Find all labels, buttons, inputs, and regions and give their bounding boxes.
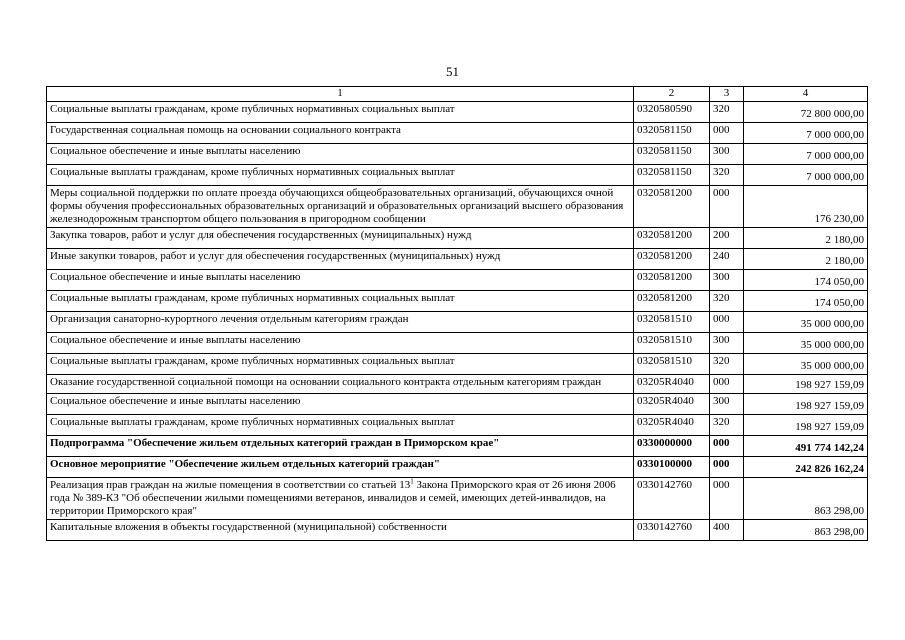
table-row xyxy=(47,520,868,541)
row-description: Оказание государственной социальной помощи на основании социального контракта отдельным категориям граждан xyxy=(47,375,634,394)
row-kind: 320 xyxy=(710,415,744,436)
row-code: 0330142760 xyxy=(634,478,710,520)
table-row xyxy=(47,144,868,165)
table-row-main-activity xyxy=(47,457,868,478)
row-description: Капитальные вложения в объекты государственной (муниципальной) собственности xyxy=(47,520,634,541)
row-kind: 400 xyxy=(710,520,744,541)
row-amount: 198 927 159,09 xyxy=(744,415,868,436)
row-kind: 000 xyxy=(710,375,744,394)
row-kind: 320 xyxy=(710,291,744,312)
row-description: Меры социальной поддержки по оплате проезда обучающихся общеобразовательных организаций, обучающихся очной формы обучения профессиональных образовательных организаций и образовательных организаций высшего образования железнодорожным транспортом общего пользования в пригородном сообщении xyxy=(47,186,634,228)
table-row xyxy=(47,312,868,333)
row-description-end: Закона Приморского края от 26 июня 2006 года № 389-КЗ "Об обеспечении жилыми помещениями ветеранов, инвалидов и семей, имеющих детей-инвалидов, на территории Приморского края" xyxy=(50,479,616,517)
row-kind: 000 xyxy=(710,436,744,457)
row-amount: 7 000 000,00 xyxy=(744,123,868,144)
row-kind: 000 xyxy=(710,186,744,228)
budget-table xyxy=(46,86,868,541)
header-cell-kind: 3 xyxy=(710,87,744,102)
row-amount: 491 774 142,24 xyxy=(744,436,868,457)
row-code: 0320581150 xyxy=(634,165,710,186)
row-description: Социальное обеспечение и иные выплаты населению xyxy=(47,270,634,291)
article-superscript: 1 xyxy=(410,477,414,486)
row-description xyxy=(47,478,634,520)
header-cell-description: 1 xyxy=(47,87,634,102)
row-kind: 300 xyxy=(710,394,744,415)
row-kind: 000 xyxy=(710,123,744,144)
row-code: 03205R4040 xyxy=(634,415,710,436)
table-row xyxy=(47,228,868,249)
row-code: 0320581200 xyxy=(634,270,710,291)
table-row xyxy=(47,186,868,228)
row-description-start: Реализация прав граждан на жилые помещения в соответствии со статьей 13 xyxy=(50,479,411,491)
row-description: Социальные выплаты гражданам, кроме публичных нормативных социальных выплат xyxy=(47,291,634,312)
row-kind: 300 xyxy=(710,333,744,354)
row-description: Социальное обеспечение и иные выплаты населению xyxy=(47,144,634,165)
row-code: 0320581150 xyxy=(634,144,710,165)
row-code: 0320581510 xyxy=(634,354,710,375)
row-code: 0320581200 xyxy=(634,186,710,228)
row-description: Иные закупки товаров, работ и услуг для обеспечения государственных (муниципальных) нужд xyxy=(47,249,634,270)
row-kind: 320 xyxy=(710,102,744,123)
header-cell-code: 2 xyxy=(634,87,710,102)
table-row xyxy=(47,291,868,312)
row-description: Закупка товаров, работ и услуг для обеспечения государственных (муниципальных) нужд xyxy=(47,228,634,249)
table-row xyxy=(47,165,868,186)
row-code: 0320581510 xyxy=(634,333,710,354)
row-amount: 7 000 000,00 xyxy=(744,165,868,186)
row-code: 0330142760 xyxy=(634,520,710,541)
row-amount: 176 230,00 xyxy=(744,186,868,228)
row-code: 0320580590 xyxy=(634,102,710,123)
row-code: 0320581200 xyxy=(634,249,710,270)
table-row-subprogram xyxy=(47,436,868,457)
row-description: Социальные выплаты гражданам, кроме публичных нормативных социальных выплат xyxy=(47,354,634,375)
row-amount: 198 927 159,09 xyxy=(744,394,868,415)
row-code: 0320581200 xyxy=(634,228,710,249)
table-row xyxy=(47,270,868,291)
row-amount: 35 000 000,00 xyxy=(744,312,868,333)
row-description: Социальные выплаты гражданам, кроме публичных нормативных социальных выплат xyxy=(47,415,634,436)
row-kind: 320 xyxy=(710,165,744,186)
row-description: Подпрограмма "Обеспечение жильем отдельных категорий граждан в Приморском крае" xyxy=(47,436,634,457)
table-row xyxy=(47,415,868,436)
table-row xyxy=(47,354,868,375)
row-kind: 300 xyxy=(710,270,744,291)
table-row xyxy=(47,333,868,354)
row-amount: 863 298,00 xyxy=(744,478,868,520)
table-row xyxy=(47,102,868,123)
row-kind: 000 xyxy=(710,312,744,333)
row-code: 03205R4040 xyxy=(634,375,710,394)
row-kind: 000 xyxy=(710,478,744,520)
row-description: Социальное обеспечение и иные выплаты населению xyxy=(47,333,634,354)
row-amount: 2 180,00 xyxy=(744,249,868,270)
row-kind: 000 xyxy=(710,457,744,478)
row-kind: 320 xyxy=(710,354,744,375)
row-amount: 198 927 159,09 xyxy=(744,375,868,394)
row-description: Государственная социальная помощь на основании социального контракта xyxy=(47,123,634,144)
table-row xyxy=(47,123,868,144)
row-kind: 300 xyxy=(710,144,744,165)
table-row xyxy=(47,375,868,394)
table-header-row xyxy=(47,87,868,102)
row-amount: 2 180,00 xyxy=(744,228,868,249)
row-description: Основное мероприятие "Обеспечение жильем отдельных категорий граждан" xyxy=(47,457,634,478)
row-kind: 240 xyxy=(710,249,744,270)
row-amount: 863 298,00 xyxy=(744,520,868,541)
row-code: 0320581200 xyxy=(634,291,710,312)
row-kind: 200 xyxy=(710,228,744,249)
row-description: Социальные выплаты гражданам, кроме публичных нормативных социальных выплат xyxy=(47,165,634,186)
row-code: 0320581510 xyxy=(634,312,710,333)
row-code: 0320581150 xyxy=(634,123,710,144)
row-description: Организация санаторно-курортного лечения отдельным категориям граждан xyxy=(47,312,634,333)
row-amount: 242 826 162,24 xyxy=(744,457,868,478)
table-row xyxy=(47,394,868,415)
page-number: 51 xyxy=(446,64,459,79)
table-row xyxy=(47,478,868,520)
row-amount: 174 050,00 xyxy=(744,291,868,312)
row-description: Социальные выплаты гражданам, кроме публичных нормативных социальных выплат xyxy=(47,102,634,123)
row-amount: 35 000 000,00 xyxy=(744,354,868,375)
header-cell-amount: 4 xyxy=(744,87,868,102)
row-code: 0330100000 xyxy=(634,457,710,478)
row-amount: 174 050,00 xyxy=(744,270,868,291)
row-amount: 35 000 000,00 xyxy=(744,333,868,354)
row-description: Социальное обеспечение и иные выплаты населению xyxy=(47,394,634,415)
row-code: 03205R4040 xyxy=(634,394,710,415)
table-row xyxy=(47,249,868,270)
row-code: 0330000000 xyxy=(634,436,710,457)
row-amount: 7 000 000,00 xyxy=(744,144,868,165)
row-amount: 72 800 000,00 xyxy=(744,102,868,123)
